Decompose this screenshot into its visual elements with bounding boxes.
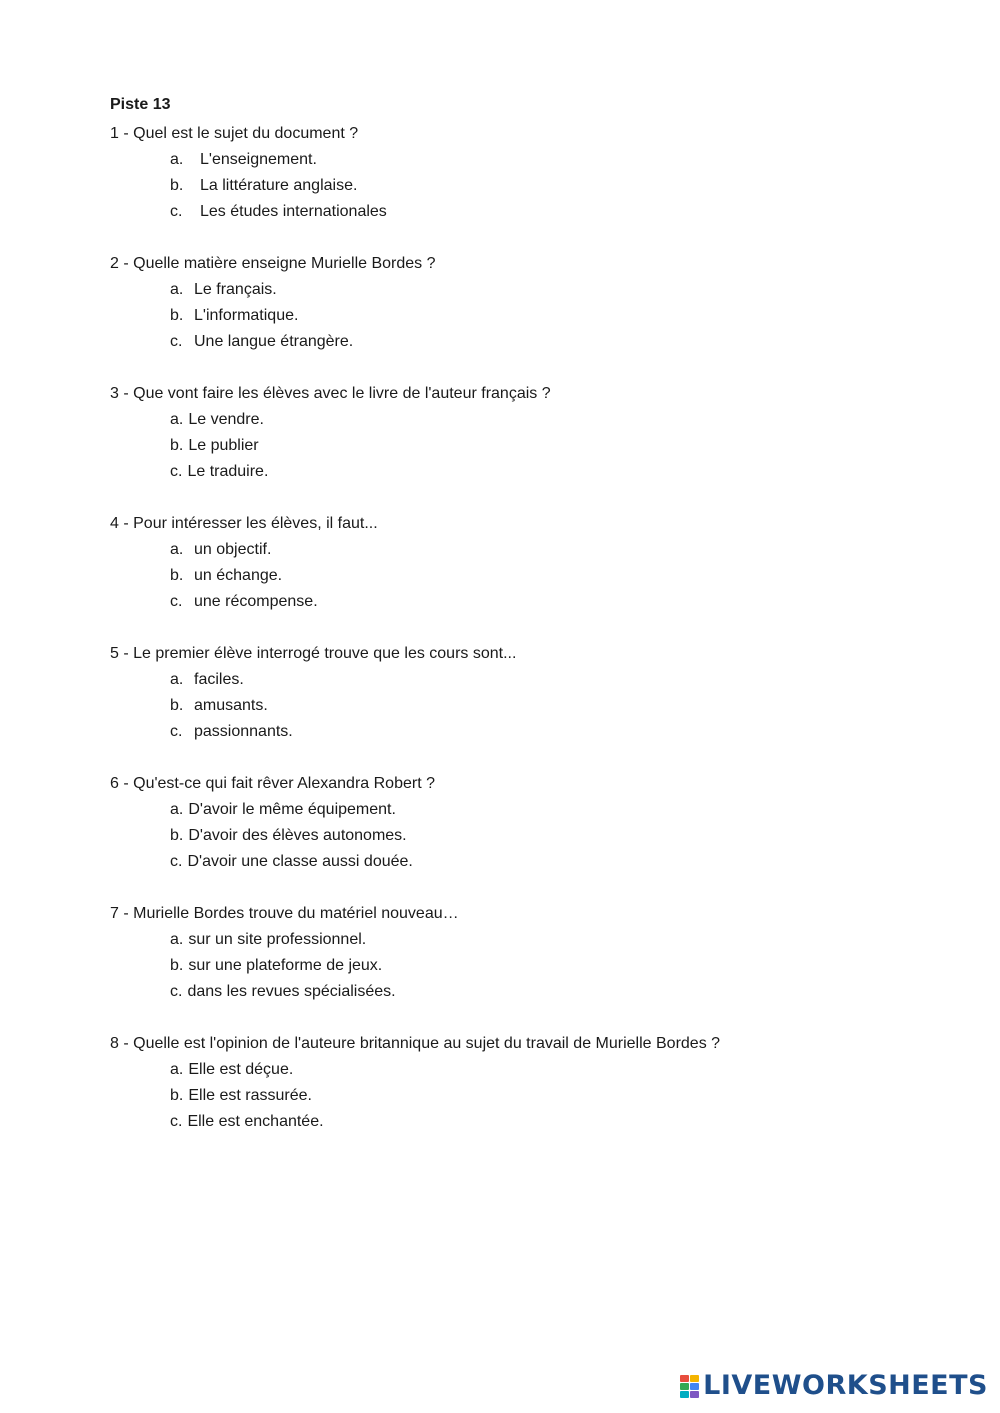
option-text: La littérature anglaise.	[200, 177, 358, 194]
question-list	[110, 121, 970, 1135]
option-list	[110, 407, 970, 485]
answer-option	[170, 173, 970, 199]
option-letter: c.	[170, 853, 183, 870]
option-text: Une langue étrangère.	[194, 333, 354, 350]
worksheet-page	[110, 95, 970, 1161]
answer-option	[170, 927, 970, 953]
option-text: un objectif.	[194, 541, 272, 558]
option-letter: a.	[170, 931, 184, 948]
option-text: Le français.	[194, 281, 277, 298]
answer-option	[170, 147, 970, 173]
option-letter: c.	[170, 463, 183, 480]
answer-option	[170, 1083, 970, 1109]
answer-option	[170, 199, 970, 225]
answer-option	[170, 1057, 970, 1083]
option-text: L'enseignement.	[200, 151, 317, 168]
answer-option	[170, 719, 970, 745]
option-letter: b.	[170, 1087, 184, 1104]
logo-text: LIVEWORKSHEETS	[703, 1370, 988, 1401]
option-letter: a.	[170, 671, 184, 688]
option-text: dans les revues spécialisées.	[187, 983, 396, 1000]
option-text: Les études internationales	[200, 203, 387, 220]
answer-option	[170, 823, 970, 849]
option-letter: c.	[170, 1113, 183, 1130]
option-text: Elle est déçue.	[188, 1061, 294, 1078]
option-letter: b.	[170, 437, 184, 454]
answer-option	[170, 303, 970, 329]
document-title: Piste 13	[110, 96, 171, 113]
option-letter: a.	[170, 801, 184, 818]
answer-option	[170, 459, 970, 485]
question-text: 3 - Que vont faire les élèves avec le livre de l'auteur français ?	[110, 385, 551, 402]
option-text: D'avoir le même équipement.	[188, 801, 396, 818]
option-letter: c.	[170, 983, 183, 1000]
answer-option	[170, 797, 970, 823]
question-6	[110, 771, 970, 875]
answer-option	[170, 849, 970, 875]
option-text: L'informatique.	[194, 307, 299, 324]
logo-mark-square	[680, 1383, 689, 1390]
answer-option	[170, 589, 970, 615]
option-text: Le vendre.	[188, 411, 264, 428]
answer-option	[170, 277, 970, 303]
question-text: 2 - Quelle matière enseigne Murielle Bordes ?	[110, 255, 436, 272]
option-text: sur une plateforme de jeux.	[188, 957, 383, 974]
option-letter: b.	[170, 957, 184, 974]
option-letter: b.	[170, 307, 184, 324]
option-letter: a.	[170, 541, 184, 558]
question-4	[110, 511, 970, 615]
option-text: D'avoir une classe aussi douée.	[187, 853, 413, 870]
option-letter: c.	[170, 333, 183, 350]
option-text: Elle est rassurée.	[188, 1087, 312, 1104]
option-text: faciles.	[194, 671, 244, 688]
answer-option	[170, 953, 970, 979]
question-text: 7 - Murielle Bordes trouve du matériel nouveau…	[110, 905, 459, 922]
option-list	[110, 1057, 970, 1135]
option-text: un échange.	[194, 567, 283, 584]
answer-option	[170, 667, 970, 693]
answer-option	[170, 693, 970, 719]
option-text: passionnants.	[194, 723, 293, 740]
option-list	[110, 147, 970, 225]
question-text: 5 - Le premier élève interrogé trouve que les cours sont...	[110, 645, 517, 662]
option-list	[110, 797, 970, 875]
option-letter: a.	[170, 151, 184, 168]
answer-option	[170, 537, 970, 563]
logo-mark-square	[690, 1375, 699, 1382]
option-letter: b.	[170, 827, 184, 844]
option-letter: c.	[170, 203, 183, 220]
option-list	[110, 537, 970, 615]
liveworksheets-logo	[680, 1369, 988, 1403]
option-text: Elle est enchantée.	[187, 1113, 324, 1130]
option-text: Le traduire.	[187, 463, 269, 480]
question-1	[110, 121, 970, 225]
question-8	[110, 1031, 970, 1135]
option-letter: c.	[170, 593, 183, 610]
option-letter: a.	[170, 281, 184, 298]
option-letter: a.	[170, 1061, 184, 1078]
question-3	[110, 381, 970, 485]
question-2	[110, 251, 970, 355]
option-list	[110, 277, 970, 355]
option-letter: b.	[170, 177, 184, 194]
option-letter: a.	[170, 411, 184, 428]
question-text: 8 - Quelle est l'opinion de l'auteure britannique au sujet du travail de Murielle Bordes ?	[110, 1035, 721, 1052]
question-5	[110, 641, 970, 745]
logo-mark-square	[690, 1391, 699, 1398]
answer-option	[170, 979, 970, 1005]
question-text: 1 - Quel est le sujet du document ?	[110, 125, 359, 142]
option-text: D'avoir des élèves autonomes.	[188, 827, 407, 844]
logo-mark-icon	[680, 1375, 699, 1398]
answer-option	[170, 563, 970, 589]
answer-option	[170, 1109, 970, 1135]
option-text: sur un site professionnel.	[188, 931, 367, 948]
logo-mark-square	[680, 1391, 689, 1398]
logo-mark-square	[680, 1375, 689, 1382]
answer-option	[170, 433, 970, 459]
option-letter: c.	[170, 723, 183, 740]
option-list	[110, 927, 970, 1005]
option-letter: b.	[170, 697, 184, 714]
option-letter: b.	[170, 567, 184, 584]
option-text: une récompense.	[194, 593, 318, 610]
question-7	[110, 901, 970, 1005]
option-text: amusants.	[194, 697, 268, 714]
option-text: Le publier	[188, 437, 259, 454]
logo-mark-square	[690, 1383, 699, 1390]
answer-option	[170, 329, 970, 355]
option-list	[110, 667, 970, 745]
question-text: 6 - Qu'est-ce qui fait rêver Alexandra Robert ?	[110, 775, 435, 792]
question-text: 4 - Pour intéresser les élèves, il faut...	[110, 515, 378, 532]
answer-option	[170, 407, 970, 433]
